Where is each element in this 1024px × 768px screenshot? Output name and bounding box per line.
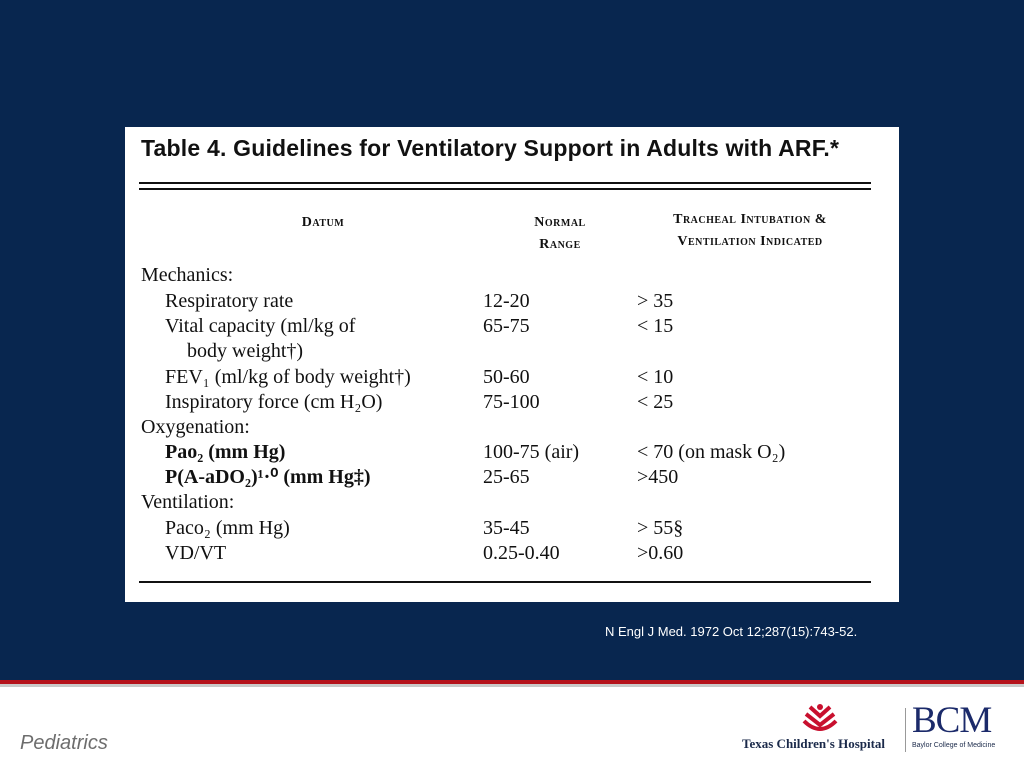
footer-section-label: Pediatrics (20, 732, 108, 754)
texas-childrens-logo (742, 703, 900, 753)
row-label: Vital capacity (ml/kg of (165, 315, 356, 337)
header-datum-text: Datum (301, 215, 345, 230)
row-label: VD/VT (165, 542, 227, 564)
row-label: Respiratory rate (165, 290, 294, 312)
tch-logo-text: Texas Children's Hospital (742, 736, 886, 751)
footer-gray-rule (0, 684, 1024, 687)
row-range: 12-20 (483, 290, 530, 312)
row-range: 35-45 (483, 517, 530, 539)
table-bottom-rule (139, 581, 871, 583)
row-label: Mechanics: (141, 264, 234, 286)
bcm-logo-subtext: Baylor College of Medicine (912, 742, 996, 749)
row-label: body weight†) (187, 340, 304, 362)
row-label: Paco₂ (mm Hg) (165, 517, 290, 539)
row-indicated: < 10 (637, 366, 674, 388)
row-range: 50-60 (483, 366, 530, 388)
header-indicated-line1: Tracheal Intubation & (673, 212, 827, 227)
row-indicated: < 70 (on mask O₂) (637, 441, 786, 463)
table-image (125, 127, 899, 602)
row-indicated: < 25 (637, 391, 674, 413)
row-label: Ventilation: (141, 491, 235, 513)
header-indicated (630, 209, 870, 253)
row-range: 25-65 (483, 466, 530, 488)
tch-mark-icon (802, 703, 838, 735)
row-range: 0.25-0.40 (483, 542, 560, 564)
row-label: P(A-aDO₂)¹·⁰ (mm Hg‡) (165, 466, 371, 488)
header-indicated-line2: Ventilation Indicated (677, 234, 823, 249)
row-indicated: > 35 (637, 290, 674, 312)
header-normal-range-line1: Normal (534, 215, 586, 230)
logo-divider (905, 708, 906, 752)
row-label: Pao₂ (mm Hg) (165, 441, 286, 463)
row-indicated: >0.60 (637, 542, 684, 564)
bcm-logo-text: BCM (912, 700, 992, 741)
row-label: Inspiratory force (cm H₂O) (165, 391, 383, 413)
row-indicated: < 15 (637, 315, 674, 337)
table-top-rule-2 (139, 188, 871, 190)
row-range: 75-100 (483, 391, 540, 413)
row-indicated: >450 (637, 466, 679, 488)
table-top-rule (139, 182, 871, 184)
row-range: 100-75 (air) (483, 441, 580, 463)
row-label: Oxygenation: (141, 416, 250, 438)
row-label: FEV₁ (ml/kg of body weight†) (165, 366, 411, 388)
table-title: Table 4. Guidelines for Ventilatory Support in Adults with ARF.* (141, 135, 840, 161)
citation: N Engl J Med. 1972 Oct 12;287(15):743-52. (605, 624, 858, 639)
row-range: 65-75 (483, 315, 530, 337)
row-indicated: > 55§ (637, 517, 684, 539)
bcm-logo (912, 700, 1012, 753)
header-normal-range (510, 212, 610, 256)
header-normal-range-line2: Range (539, 237, 581, 252)
header-datum (273, 212, 373, 234)
